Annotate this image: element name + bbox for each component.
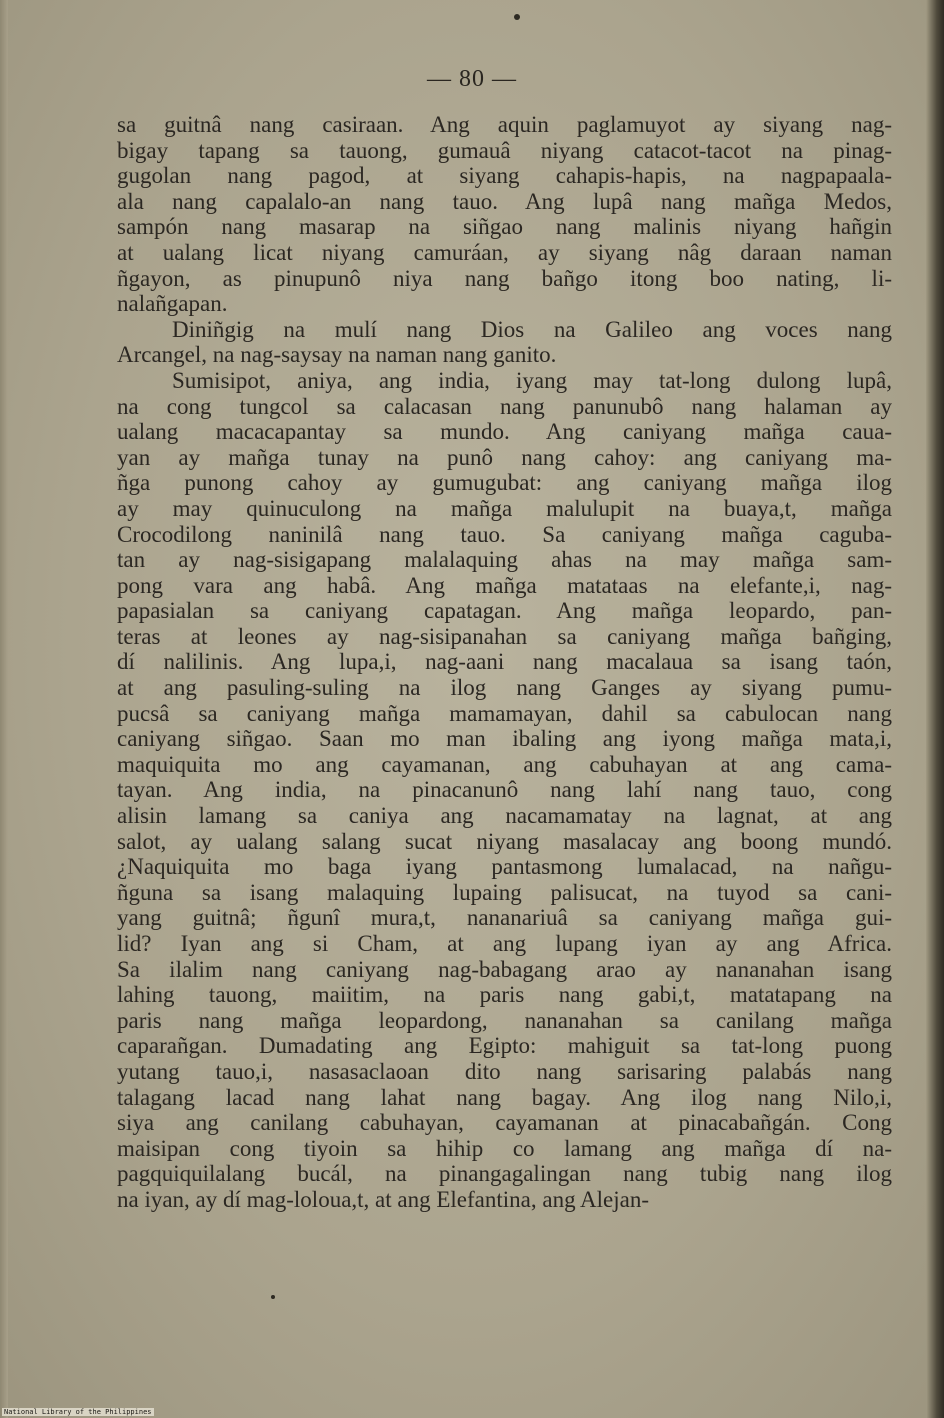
text-line: yang guitnâ; ñgunî mura,t, nananariuâ sa caniyang mañga gui- bbox=[117, 905, 892, 931]
text-line: lid? Iyan ang si Cham, at ang lupang iyan ay ang Africa. bbox=[117, 931, 892, 956]
footer-credit: National Library of the Philippines bbox=[4, 1408, 152, 1416]
text-line: na cong tungcol sa calacasan nang panunubô nang halaman ay bbox=[117, 393, 892, 419]
ink-speck bbox=[514, 14, 520, 20]
text-line: na iyan, ay dí mag-loloua,t, at ang Elefantina, ang Alejan- bbox=[117, 1186, 650, 1212]
text-line: ñga punong cahoy ay gumugubat: ang caniyang mañga ilog bbox=[117, 470, 892, 496]
text-line: ala nang capalalo-an nang tauo. Ang lupâ nang mañga Medos, bbox=[117, 188, 892, 214]
text-line: papasialan sa caniyang capatagan. Ang mañga leopardo, pan- bbox=[117, 598, 892, 624]
text-line: salot, ay ualang salang sucat niyang masalacay ang boong mundó. bbox=[117, 828, 892, 854]
text-line: lahing tauong, maiitim, na paris nang gabi,t, matatapang na bbox=[117, 982, 892, 1008]
text-line: yutang tauo,i, nasasaclaoan dito nang sarisaring palabás nang bbox=[117, 1058, 892, 1084]
text-line: pagquiquilalang bucál, na pinangagalingan nang tubig nang ilog bbox=[117, 1161, 892, 1187]
text-line: caparañgan. Dumadating ang Egipto: mahiguit sa tat-long puong bbox=[117, 1033, 892, 1059]
text-line: nalañgapan. bbox=[117, 291, 228, 317]
text-line: gugolan nang pagod, at siyang cahapis-hapis, na nagpapaala- bbox=[117, 163, 892, 189]
text-line: dí nalilinis. Ang lupa,i, nag-aani nang macalaua sa isang taón, bbox=[117, 649, 892, 675]
text-line: Crocodilong naninilâ nang tauo. Sa caniyang mañga caguba- bbox=[117, 521, 892, 547]
text-line: yan ay mañga tunay na punô nang cahoy: ang caniyang ma- bbox=[117, 444, 892, 470]
text-line: Arcangel, na nag-saysay na naman nang ganito. bbox=[117, 342, 557, 368]
text-line: tan ay nag-sisigapang malalaquing ahas na may mañga sam- bbox=[117, 547, 892, 573]
page-binding-edge bbox=[926, 0, 944, 1418]
text-line: pucsâ sa caniyang mañga mamamayan, dahil sa cabulocan nang bbox=[117, 700, 892, 726]
text-line: maquiquita mo ang cayamanan, ang cabuhayan at ang cama- bbox=[117, 751, 892, 777]
text-line: ¿Naquiquita mo baga iyang pantasmong lumalacad, na nañgu- bbox=[117, 854, 892, 880]
text-line: ñgayon, as pinupunô niya nang bañgo itong boo nating, li- bbox=[117, 265, 892, 291]
text-line: Sumisipot, aniya, ang india, iyang may tat-long dulong lupâ, bbox=[172, 367, 892, 393]
text-line: bigay tapang sa tauong, gumauâ niyang catacot-tacot na pinag- bbox=[117, 137, 892, 163]
text-line: Sa ilalim nang caniyang nag-babagang arao ay nananahan isang bbox=[117, 956, 892, 982]
page-left-shadow bbox=[0, 0, 8, 1418]
text-line: maisipan cong tiyoin sa hihip co lamang ang mañga dí na- bbox=[117, 1135, 892, 1161]
text-line: teras at leones ay nag-sisipanahan sa caniyang mañga bañging, bbox=[117, 623, 892, 649]
text-line: siya ang canilang cabuhayan, cayamanan at pinacabañgán. Cong bbox=[117, 1110, 892, 1136]
text-line: sampón nang masarap na siñgao nang malinis niyang hañgin bbox=[117, 214, 892, 240]
text-line: ay may quinuculong na mañga malulupit na buaya,t, mañga bbox=[117, 495, 892, 521]
text-line: sa guitnâ nang casiraan. Ang aquin paglamuyot ay siyang nag- bbox=[117, 112, 892, 137]
text-line: ñguna sa isang malaquing lupaing palisucat, na tuyod sa cani- bbox=[117, 879, 892, 905]
page-number: — 80 — bbox=[427, 66, 517, 92]
ink-speck bbox=[271, 1295, 275, 1299]
text-line: tayan. Ang india, na pinacanunô nang lahí nang tauo, cong bbox=[117, 777, 892, 803]
text-line: ualang macacapantay sa mundo. Ang caniyang mañga caua- bbox=[117, 419, 892, 445]
text-line: Diniñgig na mulí nang Dios na Galileo ang voces nang bbox=[172, 316, 892, 342]
text-line: alisin lamang sa caniya ang nacamamatay na lagnat, at ang bbox=[117, 803, 892, 829]
text-line: paris nang mañga leopardong, nananahan sa canilang mañga bbox=[117, 1007, 892, 1033]
text-line: at ang pasuling-suling na ilog nang Ganges ay siyang pumu- bbox=[117, 675, 892, 701]
text-line: caniyang siñgao. Saan mo man ibaling ang iyong mañga mata,i, bbox=[117, 726, 892, 752]
text-line: at ualang licat niyang camuráan, ay siyang nâg daraan naman bbox=[117, 239, 892, 265]
text-line: talagang lacad nang lahat nang bagay. Ang ilog nang Nilo,i, bbox=[117, 1084, 892, 1110]
text-line: pong vara ang habâ. Ang mañga matataas na elefante,i, nag- bbox=[117, 572, 892, 598]
body-text bbox=[117, 112, 892, 1213]
